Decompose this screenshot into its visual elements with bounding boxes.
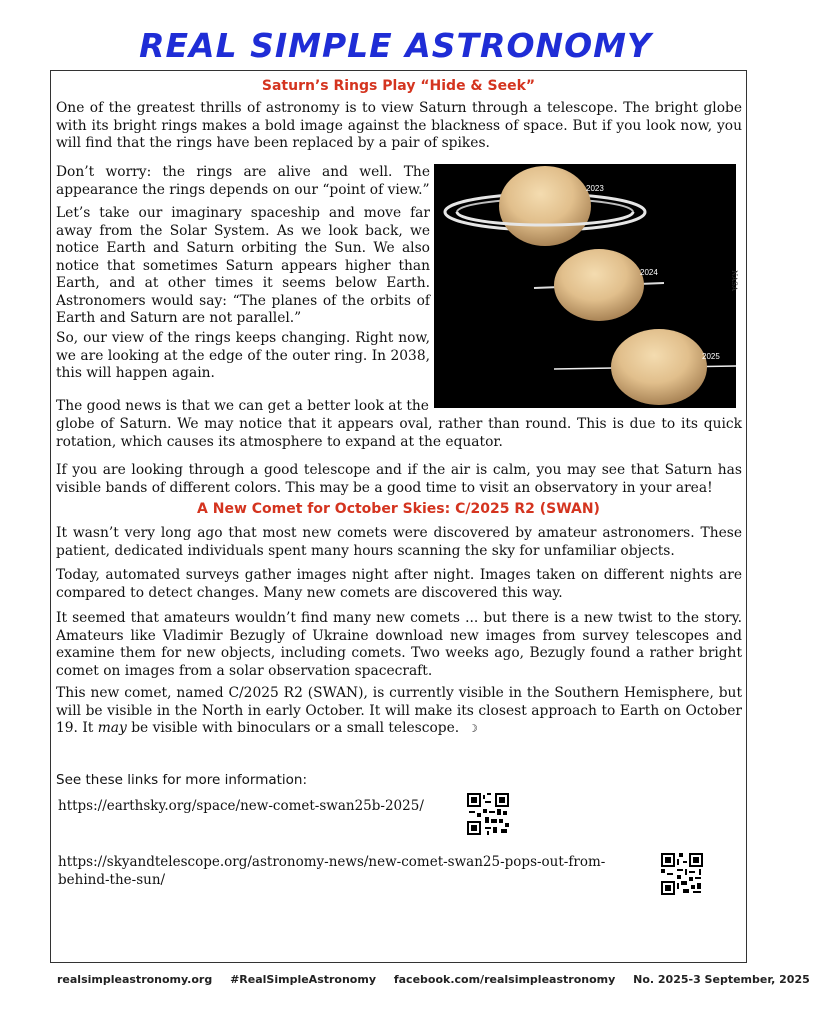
skyandtelescope-link[interactable]: https://skyandtelescope.org/astronomy-news/new-comet-swan25-pops-out-from-behind-the-sun/ xyxy=(58,854,606,888)
comet-paragraph-4-start: This new comet, named C/2025 R2 (SWAN), is currently visible in the Southern Hemisphere, but will be visible in the North in early October. It will make its closest approach to Earth on October 19. It xyxy=(56,685,742,736)
image-credit: NASA xyxy=(730,270,738,292)
footer xyxy=(57,973,824,986)
saturn-paragraph-5a: The good news is that we can get a better look at the xyxy=(56,398,429,414)
moon-end-mark-icon: ☽ xyxy=(467,722,478,735)
saturn-paragraph-3: Let’s take our imaginary spaceship and move far away from the Solar System. As we look back, we notice Earth and Saturn orbiting the Sun. We also notice that sometimes Saturn appears higher than Earth, and at other times it seems below Earth. Astronomers would say: “The planes of the orbits of Earth and Saturn are not parallel.” xyxy=(56,205,430,326)
masthead-title: REAL SIMPLE ASTRONOMY xyxy=(139,26,652,65)
comet-paragraph-3: It seemed that amateurs wouldn’t find many new comets ... but there is a new twist to the story. Amateurs like Vladimir Bezugly of Ukraine download new images from survey telescopes and examine them for new objects, including comets. Two weeks ago, Bezugly found a rather bright comet on images from a solar observation spacecraft. xyxy=(56,610,742,679)
earthsky-qr-code-icon[interactable] xyxy=(467,793,509,835)
saturn-ring-tilt-image xyxy=(434,164,736,408)
footer-facebook[interactable]: facebook.com/realsimpleastronomy xyxy=(393,973,616,986)
links-label: See these links for more information: xyxy=(56,772,308,788)
footer-issue: No. 2025-3 September, 2025 xyxy=(633,973,810,986)
saturn-paragraph-1: One of the greatest thrills of astronomy is to view Saturn through a telescope. The bright globe with its bright rings makes a bold image against the blackness of space. But if you look now, you will find that the rings have been replaced by a pair of spikes. xyxy=(56,100,742,151)
skyandtelescope-qr-code-icon[interactable] xyxy=(661,853,703,895)
comet-paragraph-1: It wasn’t very long ago that most new comets were discovered by amateur astronomers. These patient, dedicated individuals spent many hours scanning the sky for unfamiliar objects. xyxy=(56,525,742,559)
comet-paragraph-4-end: be visible with binoculars or a small telescope. xyxy=(126,720,460,736)
year-2024-label: 2024 xyxy=(640,268,658,277)
article-saturn-headline: Saturn’s Rings Play “Hide & Seek” xyxy=(261,78,536,94)
saturn-paragraph-6: If you are looking through a good telescope and if the air is calm, you may see that Saturn has visible bands of different colors. This may be a good time to visit an observatory in your area! xyxy=(56,462,742,496)
saturn-paragraph-4: So, our view of the rings keeps changing. Right now, we are looking at the edge of the outer ring. In 2038, this will happen again. xyxy=(56,330,430,381)
saturn-paragraph-5b: globe of Saturn. We may notice that it appears oval, rather than round. This is due to its quick rotation, which causes its atmosphere to expand at the equator. xyxy=(56,416,742,450)
year-2025-label: 2025 xyxy=(702,352,720,361)
comet-paragraph-2: Today, automated surveys gather images night after night. Images taken on different nights are compared to detect changes. Many new comets are discovered this way. xyxy=(56,567,742,601)
footer-website[interactable]: realsimpleastronomy.org xyxy=(57,973,213,986)
year-2023-label: 2023 xyxy=(586,184,604,193)
earthsky-link[interactable]: https://earthsky.org/space/new-comet-swan25b-2025/ xyxy=(58,798,424,814)
saturn-paragraph-2: Don’t worry: the rings are alive and well. The appearance the rings depends on our “point of view.” xyxy=(56,164,430,198)
comet-paragraph-4 xyxy=(56,685,742,738)
comet-paragraph-4-emphasis: may xyxy=(97,720,127,736)
article-comet-headline: A New Comet for October Skies: C/2025 R2 (SWAN) xyxy=(197,501,600,517)
footer-hashtag: #RealSimpleAstronomy xyxy=(230,973,376,986)
